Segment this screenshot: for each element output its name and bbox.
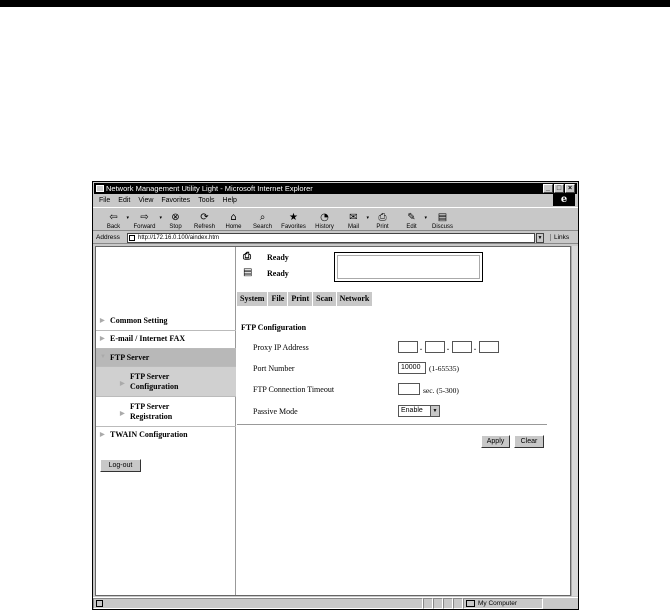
arrow-right-icon: ▶: [100, 318, 105, 324]
close-button[interactable]: ×: [565, 184, 575, 193]
proxy-ip-octet-1[interactable]: [398, 341, 418, 353]
back-button[interactable]: ⇦ Back ▾: [106, 212, 129, 230]
arrow-down-icon: ▼: [100, 354, 106, 360]
forward-arrow-icon: ⇨: [140, 212, 149, 223]
tab-system[interactable]: System: [237, 292, 268, 306]
page-icon: [129, 235, 135, 241]
search-icon: ⌕: [259, 212, 266, 223]
sidebar-item-ftp-server[interactable]: ▼ FTP Server: [96, 349, 236, 367]
scanner-icon: ▤: [243, 267, 253, 278]
vertical-scrollbar[interactable]: [571, 246, 578, 596]
menu-tools[interactable]: Tools: [198, 197, 215, 204]
menu-help[interactable]: Help: [222, 197, 237, 204]
printer-icon: ⎙: [243, 251, 251, 262]
arrow-right-icon: ▶: [120, 411, 125, 417]
address-dropdown-button[interactable]: ▼: [537, 234, 543, 241]
discuss-icon: ▤: [437, 212, 448, 223]
stop-icon: ⊗: [171, 212, 180, 223]
edit-icon: ✎: [407, 212, 416, 223]
stop-button[interactable]: ⊗ Stop: [169, 212, 182, 230]
main-panel: ⎙ Ready ▤ Ready System File Print Scan Network FTP Configuration Proxy IP Address . . . Port Number 10000 (1-65535) FTP Connection Timeout sec. (5-300) Passive Mode Enable ▼ Apply Clear: [237, 247, 571, 595]
arrow-right-icon: ▶: [120, 381, 125, 387]
sidebar-item-email-internet-fax[interactable]: ▶ E-mail / Internet FAX: [96, 331, 236, 349]
tab-bar: [237, 292, 373, 306]
scanner-status: ▤ Ready: [243, 267, 289, 278]
forward-button[interactable]: ⇨ Forward ▾: [133, 212, 162, 230]
menu-bar: [93, 195, 578, 206]
tab-print[interactable]: Print: [288, 292, 313, 306]
search-button[interactable]: ⌕ Search: [252, 212, 272, 230]
menu-file[interactable]: File: [99, 197, 111, 204]
refresh-button[interactable]: ⟳ Refresh: [193, 212, 215, 230]
port-number-hint: (1-65535): [429, 364, 459, 373]
home-icon: ⌂: [230, 212, 237, 223]
favorites-button[interactable]: ★ Favorites: [281, 212, 306, 230]
apply-button[interactable]: Apply: [481, 435, 510, 448]
passive-mode-select[interactable]: Enable ▼: [398, 405, 440, 417]
tab-file[interactable]: File: [268, 292, 288, 306]
proxy-ip-octet-4[interactable]: [479, 341, 499, 353]
toolbar: [93, 207, 578, 231]
ftp-timeout-input[interactable]: [398, 383, 420, 395]
sidebar-subitem-ftp-server-configuration[interactable]: ▶ FTP Server Configuration: [96, 367, 236, 397]
edit-button[interactable]: ✎ Edit ▾: [406, 212, 427, 230]
form-divider: [237, 424, 547, 425]
proxy-ip-octet-3[interactable]: [452, 341, 472, 353]
tab-network[interactable]: Network: [337, 292, 374, 306]
port-number-input[interactable]: 10000: [398, 362, 426, 374]
minimize-button[interactable]: _: [543, 184, 553, 193]
sidebar-item-twain-configuration[interactable]: ▶ TWAIN Configuration: [96, 427, 236, 445]
browser-window: [92, 181, 579, 610]
port-number-label: Port Number: [253, 364, 295, 373]
clear-button[interactable]: Clear: [514, 435, 544, 448]
address-label: Address: [96, 234, 120, 241]
arrow-right-icon: ▶: [100, 432, 105, 438]
back-arrow-icon: ⇦: [109, 212, 118, 223]
mail-button[interactable]: ✉ Mail ▾: [347, 212, 369, 230]
address-input[interactable]: http://172.16.0.100/aindex.htm: [127, 233, 535, 243]
proxy-ip-label: Proxy IP Address: [253, 343, 309, 352]
discuss-button[interactable]: ▤ Discuss: [431, 212, 453, 230]
status-message-box: [334, 252, 483, 282]
print-button[interactable]: ⎙ Print: [376, 212, 389, 230]
passive-mode-label: Passive Mode: [253, 407, 298, 416]
status-main: [93, 598, 423, 609]
links-button[interactable]: Links: [550, 234, 569, 241]
arrow-right-icon: ▶: [100, 336, 105, 342]
computer-icon: [466, 600, 475, 607]
ftp-timeout-hint: sec. (5-300): [423, 386, 459, 395]
address-bar: [93, 232, 578, 244]
tab-scan[interactable]: Scan: [313, 292, 336, 306]
sidebar-item-common-setting[interactable]: ▶ Common Setting: [96, 313, 236, 331]
history-icon: ◔: [320, 212, 329, 223]
status-bar: [93, 597, 578, 609]
status-zone: My Computer: [463, 598, 543, 609]
logout-button[interactable]: Log-out: [100, 459, 141, 472]
page-content: [95, 246, 571, 596]
menu-edit[interactable]: Edit: [118, 197, 131, 204]
home-button[interactable]: ⌂ Home: [225, 212, 242, 230]
sidebar: [96, 247, 236, 595]
favorites-icon: ★: [289, 212, 298, 223]
history-button[interactable]: ◔ History: [315, 212, 334, 230]
menu-favorites[interactable]: Favorites: [161, 197, 191, 204]
ftp-timeout-label: FTP Connection Timeout: [253, 385, 335, 394]
title-bar: [94, 183, 577, 194]
menu-view[interactable]: View: [138, 197, 154, 204]
printer-status: ⎙ Ready: [243, 251, 289, 262]
print-icon: ⎙: [378, 212, 387, 223]
ie-logo-icon: e: [553, 194, 575, 206]
page-top-rule: [0, 0, 670, 7]
page-icon: [96, 600, 103, 607]
proxy-ip-octet-2[interactable]: [425, 341, 445, 353]
section-title: FTP Configuration: [241, 323, 307, 332]
refresh-icon: ⟳: [200, 212, 209, 223]
mail-icon: ✉: [349, 212, 358, 223]
maximize-button[interactable]: □: [554, 184, 564, 193]
window-title: Network Management Utility Light - Microsoft Internet Explorer: [106, 184, 313, 193]
app-icon: [96, 185, 104, 192]
chevron-down-icon: ▼: [430, 406, 439, 416]
sidebar-subitem-ftp-server-registration[interactable]: ▶ FTP Server Registration: [96, 397, 236, 427]
